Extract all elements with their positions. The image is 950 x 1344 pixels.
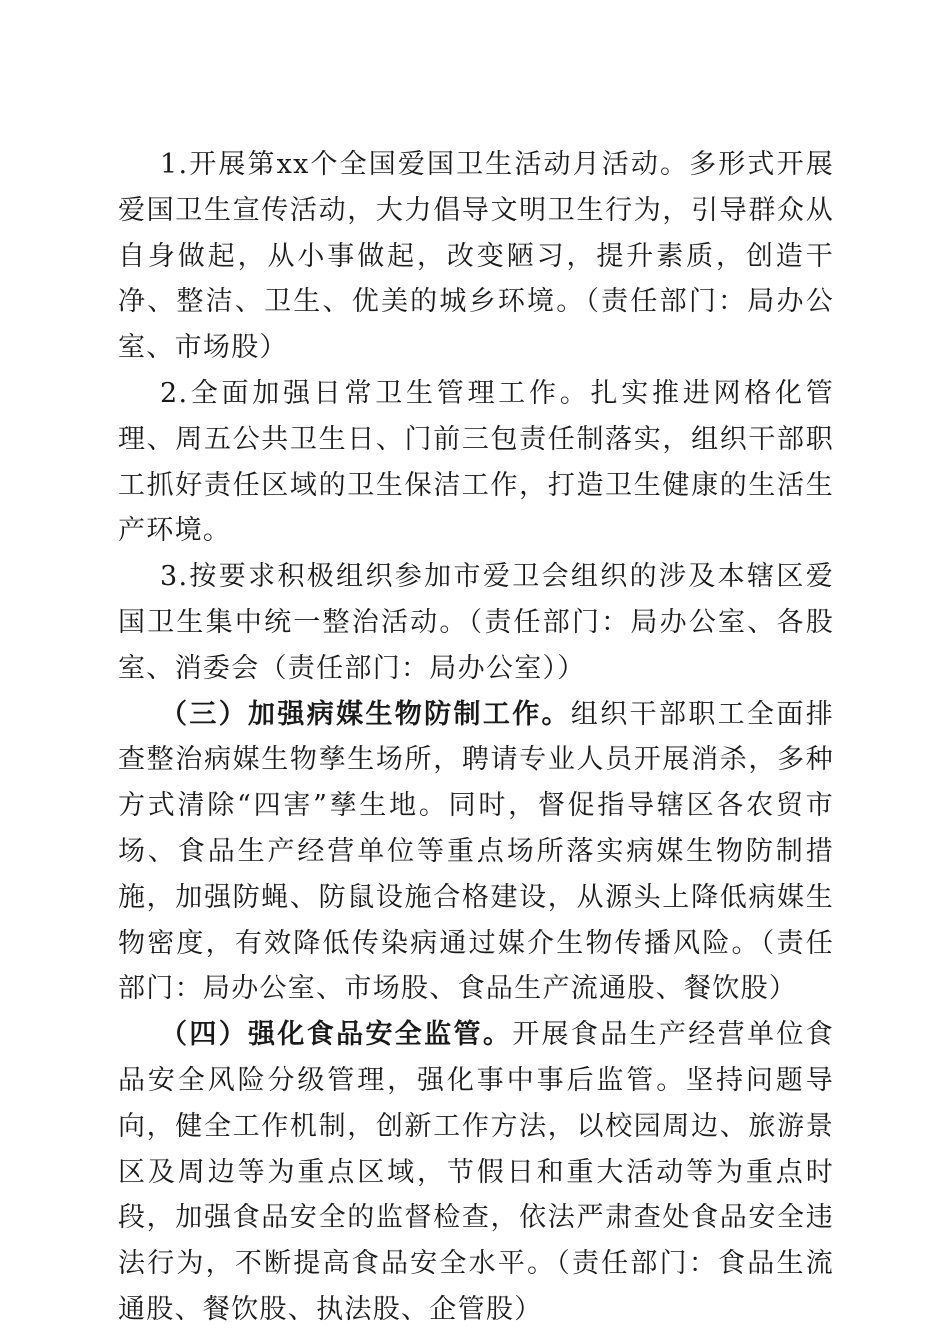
section-heading: （四）强化食品安全监管。 — [160, 1019, 513, 1051]
paragraph-section-4 — [118, 1012, 834, 1333]
paragraph-text: 1.开展第xx个全国爱国卫生活动月活动。多形式开展爱国卫生宣传活动，大力倡导文明卫生行为，引导群众从自身做起，从小事做起，改变陋习，提升素质，创造干净、整洁、卫生、优美的城乡环境。（责任部门：局办公室、市场股） — [118, 149, 834, 364]
section-heading: （三）加强病媒生物防制工作。 — [160, 698, 571, 730]
paragraph-item-2 — [118, 371, 834, 554]
document-body — [118, 142, 834, 1333]
paragraph-text: 开展食品生产经营单位食品安全风险分级管理，强化事中事后监管。坚持问题导向，健全工作机制，创新工作方法，以校园周边、旅游景区及周边等为重点区域，节假日和重大活动等为重点时段，加强食品安全的监督检查，依法严肃查处食品安全违法行为，不断提高食品安全水平。（责任部门：食品生流通股、餐饮股、执法股、企管股） — [118, 1019, 834, 1325]
paragraph-item-1 — [118, 142, 834, 371]
paragraph-text: 2.全面加强日常卫生管理工作。扎实推进网格化管理、周五公共卫生日、门前三包责任制落实，组织干部职工抓好责任区域的卫生保洁工作，打造卫生健康的生活生产环境。 — [118, 377, 834, 547]
paragraph-item-3 — [118, 554, 834, 691]
paragraph-text: 组织干部职工全面排查整治病媒生物孳生场所，聘请专业人员开展消杀，多种方式清除“四害”孳生地。同时，督促指导辖区各农贸市场、食品生产经营单位等重点场所落实病媒生物防制措施，加强防蝇、防鼠设施合格建设，从源头上降低病媒生物密度，有效降低传染病通过媒介生物传播风险。（责任部门：局办公室、市场股、食品生产流通股、餐饮股） — [118, 698, 835, 1005]
paragraph-text: 3.按要求积极组织参加市爱卫会组织的涉及本辖区爱国卫生集中统一整治活动。（责任部门：局办公室、各股室、消委会（责任部门：局办公室）） — [118, 561, 834, 684]
paragraph-section-3 — [118, 692, 834, 1013]
